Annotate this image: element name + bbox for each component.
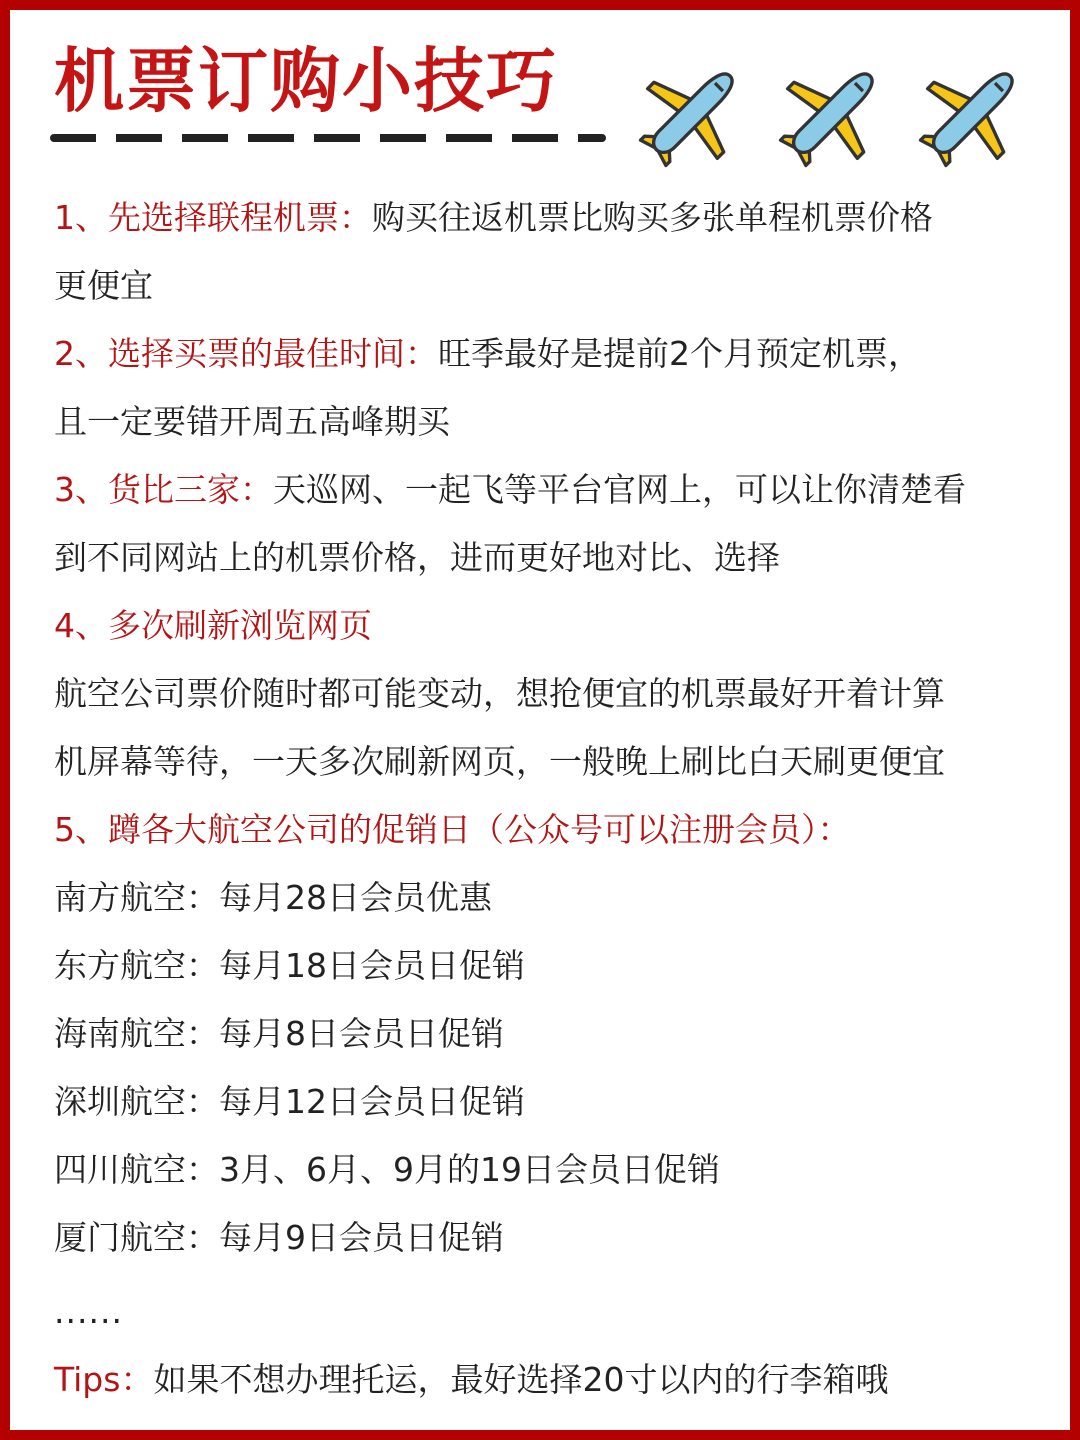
tip-1-line-2: 更便宜 [54,266,153,305]
airline-name: 东方航空： [54,946,219,985]
footer-tip [54,1346,1054,1414]
airline-name: 海南航空： [54,1014,219,1053]
footer-tip-label: Tips： [54,1360,154,1399]
airline-row [54,864,1054,932]
tip-1-line-1 [54,184,1054,252]
airline-detail: 每月18日会员日促销 [219,946,525,985]
tip-4-line-1: 航空公司票价随时都可能变动，想抢便宜的机票最好开着计算 [54,674,945,713]
airline-name: 厦门航空： [54,1218,219,1257]
airline-detail: 3月、6月、9月的19日会员日促销 [219,1150,720,1189]
tip-4-heading: 4、多次刷新浏览网页 [54,606,372,645]
footer-tip-text: 如果不想办理托运，最好选择20寸以内的行李箱哦 [153,1360,889,1399]
tip-1-heading: 1、先选择联程机票： [54,198,372,237]
airline-row [54,1136,1054,1204]
airline-row [54,1204,1054,1272]
tip-4-line-2: 机屏幕等待，一天多次刷新网页，一般晚上刷比白天刷更便宜 [54,742,945,781]
note-card [10,10,1070,1430]
airplane-icon [916,58,1028,170]
tip-3-heading: 3、货比三家： [54,470,273,509]
ellipsis: ...... [54,1292,123,1331]
tip-2-heading: 2、选择买票的最佳时间： [54,334,438,373]
tip-2-text: 旺季最好是提前2个月预定机票， [438,334,921,373]
tip-2-line-1 [54,320,1054,388]
page-title: 机票订购小技巧 [54,40,558,122]
airline-name: 南方航空： [54,878,219,917]
airline-name: 四川航空： [54,1150,219,1189]
airplane-icon [636,58,748,170]
tip-5-heading: 5、蹲各大航空公司的促销日（公众号可以注册会员）： [54,810,851,849]
airline-row [54,932,1054,1000]
airline-detail: 每月28日会员优惠 [219,878,492,917]
tip-3-line-2: 到不同网站上的机票价格，进而更好地对比、选择 [54,538,780,577]
tip-1-text: 购买往返机票比购买多张单程机票价格 [372,198,933,237]
airline-detail: 每月8日会员日促销 [219,1014,504,1053]
tip-3-line-1 [54,456,1054,524]
tip-3-text: 天巡网、一起飞等平台官网上，可以让你清楚看 [273,470,966,509]
title-dashed-underline [50,134,606,142]
tip-2-line-2: 且一定要错开周五高峰期买 [54,402,450,441]
airline-detail: 每月12日会员日促销 [219,1082,525,1121]
tips-content [54,184,1054,1414]
airline-row [54,1000,1054,1068]
airline-name: 深圳航空： [54,1082,219,1121]
airplane-icon [776,58,888,170]
airline-row [54,1068,1054,1136]
airline-detail: 每月9日会员日促销 [219,1218,504,1257]
